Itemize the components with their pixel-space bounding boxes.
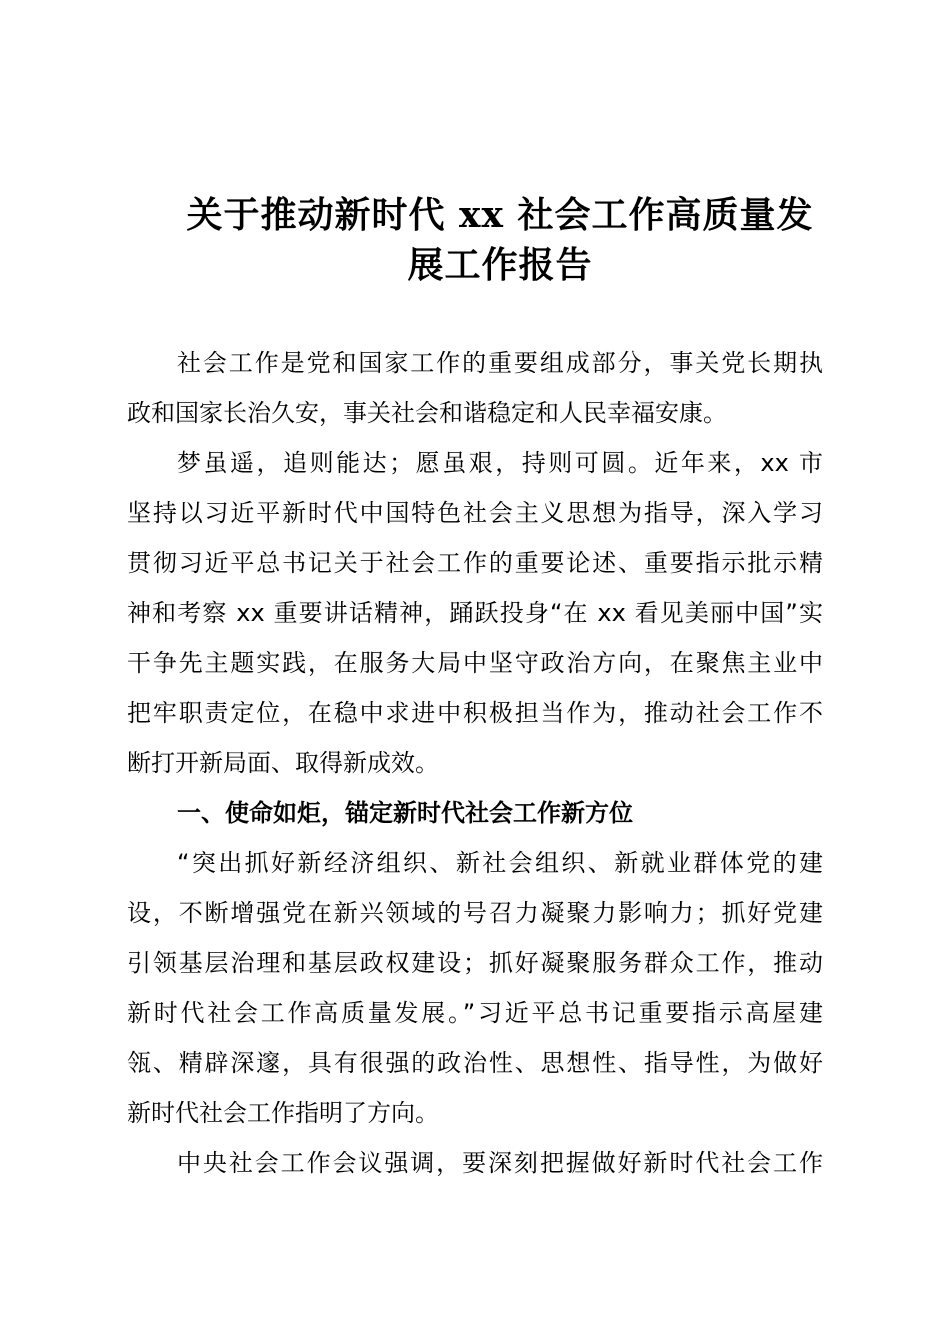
text-line: 中央社会工作会议强调，要深刻把握做好新时代社会工作 <box>177 1149 823 1177</box>
text-line: “突出抓好新经济组织、新社会组织、新就业群体党的建 <box>177 849 823 877</box>
text-line: 新时代社会工作指明了方向。 <box>127 1099 439 1127</box>
document-body <box>127 338 823 1188</box>
text-line: 社会工作是党和国家工作的重要组成部分，事关党长期执 <box>177 349 823 377</box>
text-line: 贯彻习近平总书记关于社会工作的重要论述、重要指示批示精 <box>127 549 823 577</box>
text-line: 引领基层治理和基层政权建设；抓好凝聚服务群众工作，推动 <box>127 949 823 977</box>
text-line: 新时代社会工作高质量发展。”习近平总书记重要指示高屋建 <box>127 999 823 1027</box>
document-title-line-2: 展工作报告 <box>407 244 593 286</box>
text-line: 政和国家长治久安，事关社会和谐稳定和人民幸福安康。 <box>127 399 727 427</box>
text-line: 坚持以习近平新时代中国特色社会主义思想为指导，深入学习 <box>127 499 823 527</box>
document-title-line-1: 关于推动新时代 xx 社会工作高质量发 <box>186 194 814 236</box>
text-line: 设，不断增强党在新兴领域的号召力凝聚力影响力；抓好党建 <box>127 899 823 927</box>
text-line: 断打开新局面、取得新成效。 <box>127 749 439 777</box>
section-heading: 一、使命如炬，锚定新时代社会工作新方位 <box>177 799 633 827</box>
text-line: 把牢职责定位，在稳中求进中积极担当作为，推动社会工作不 <box>127 699 823 727</box>
text-line: 瓴、精辟深邃，具有很强的政治性、思想性、指导性，为做好 <box>127 1049 823 1077</box>
text-line: 干争先主题实践，在服务大局中坚守政治方向，在聚焦主业中 <box>127 649 823 677</box>
text-line: 神和考察 xx 重要讲话精神，踊跃投身“在 xx 看见美丽中国”实 <box>127 599 823 627</box>
text-line: 梦虽遥，追则能达；愿虽艰，持则可圆。近年来，xx 市 <box>177 449 823 477</box>
